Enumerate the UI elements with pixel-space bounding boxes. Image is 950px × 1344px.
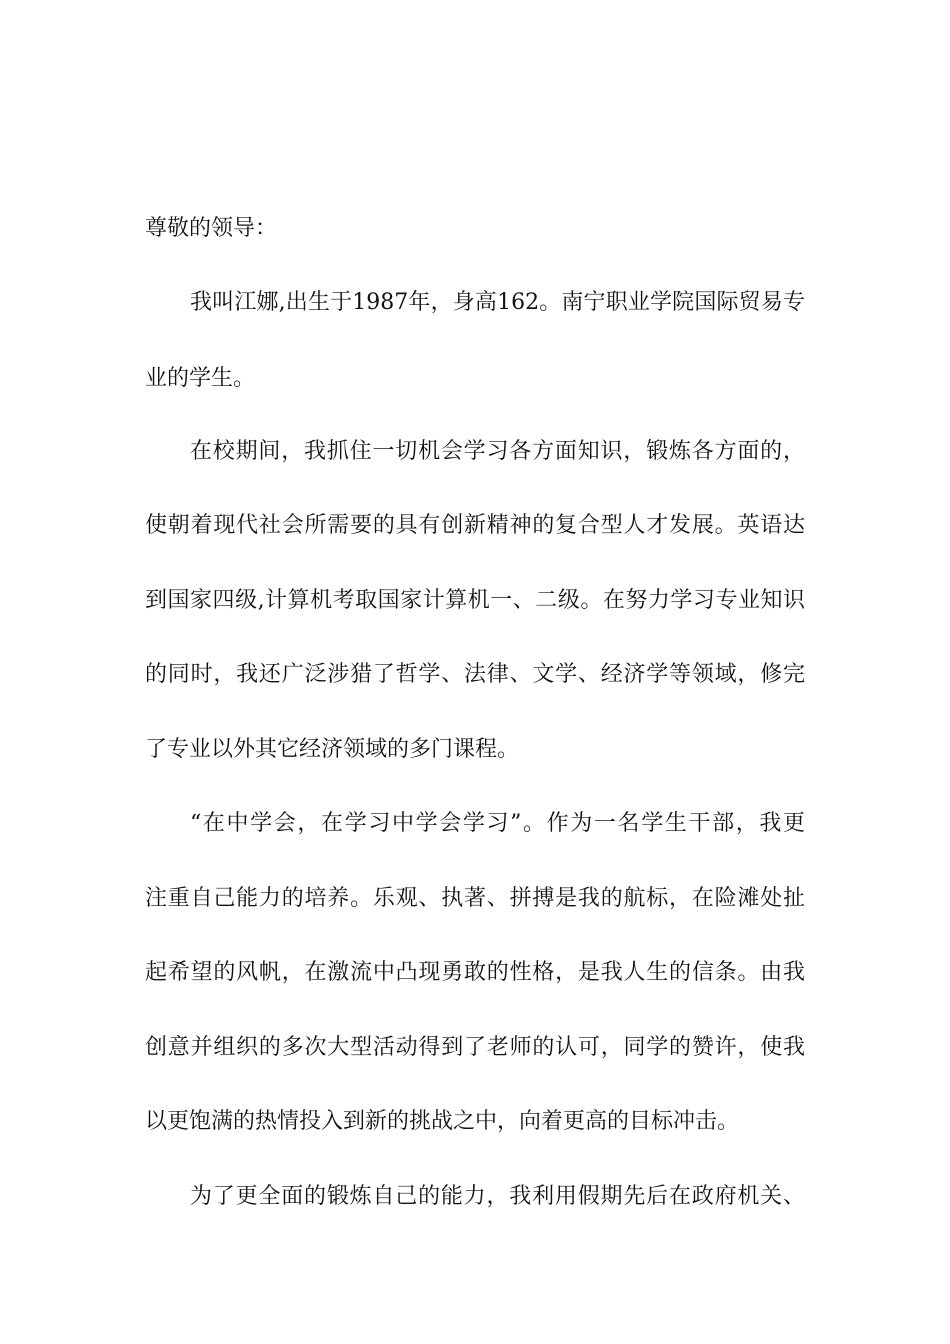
paragraph-2-line-1: 在校期间，我抓住一切机会学习各方面知识，锻炼各方面的，: [190, 439, 805, 464]
paragraph-2-line-2: 使朝着现代社会所需要的具有创新精神的复合型人才发展。英语达: [145, 513, 805, 538]
paragraph-3-line-4: 创意并组织的多次大型活动得到了老师的认可，同学的赞许，使我: [145, 1035, 805, 1060]
paragraph-3-line-3: 起希望的风帆，在激流中凸现勇敢的性格，是我人生的信条。由我: [145, 960, 805, 985]
paragraph-4-line-1: 为了更全面的锻炼自己的能力，我利用假期先后在政府机关、: [190, 1184, 805, 1209]
salutation: 尊敬的领导：: [145, 216, 278, 241]
paragraph-1-line-1: 我叫江娜,出生于1987年，身高162。南宁职业学院国际贸易专: [190, 290, 805, 315]
paragraph-1-line-2: 业的学生。: [145, 366, 256, 391]
paragraph-3-line-1: “在中学会，在学习中学会学习”。作为一名学生干部，我更: [190, 811, 805, 836]
paragraph-3-line-2: 注重自己能力的培养。乐观、执著、拼搏是我的航标，在险滩处扯: [145, 886, 805, 911]
paragraph-2-line-5: 了专业以外其它经济领域的多门课程。: [145, 737, 520, 762]
paragraph-3-line-5: 以更饱满的热情投入到新的挑战之中，向着更高的目标冲击。: [145, 1109, 740, 1134]
paragraph-2-line-3: 到国家四级,计算机考取国家计算机一、二级。在努力学习专业知识: [145, 588, 805, 613]
paragraph-2-line-4: 的同时，我还广泛涉猎了哲学、法律、文学、经济学等领域，修完: [145, 662, 805, 687]
